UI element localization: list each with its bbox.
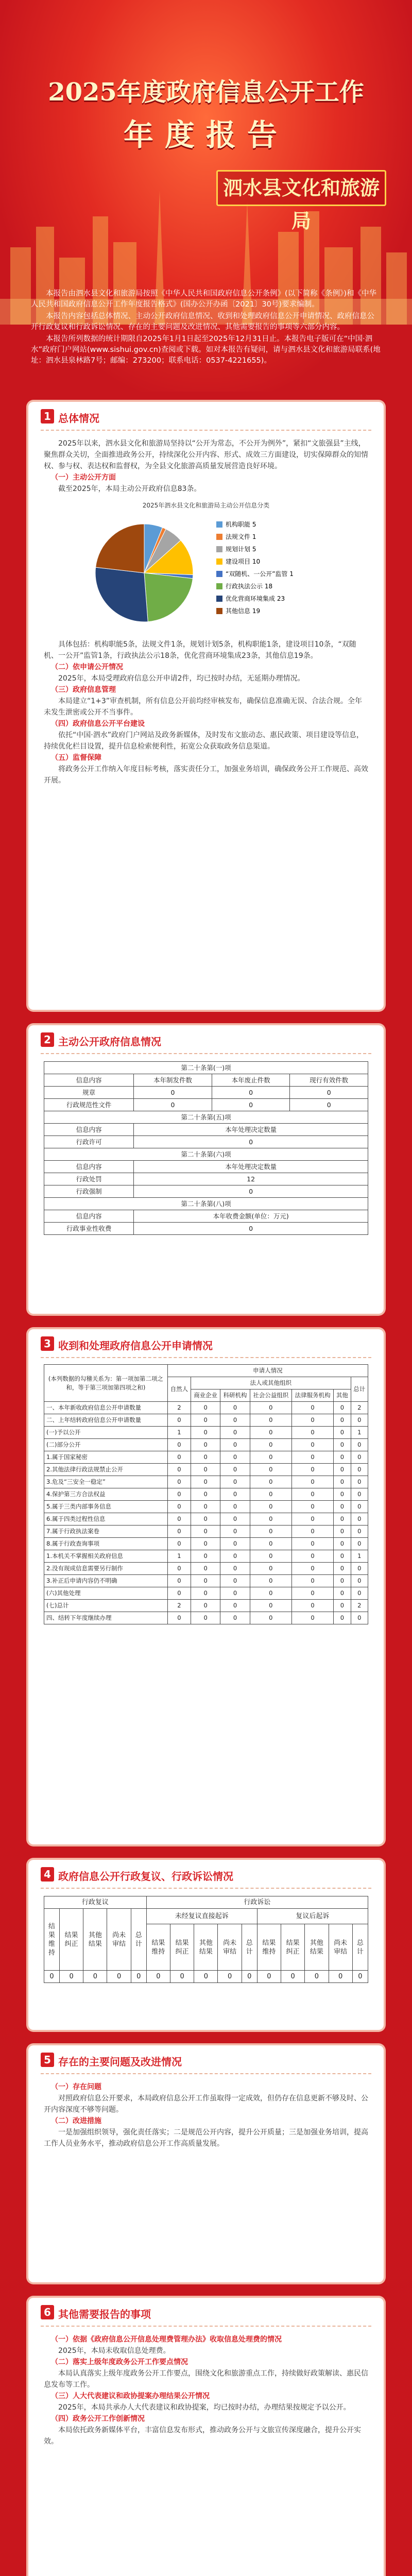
paragraph: 一是加强组织领导，强化责任落实；二是规范公开内容，提升公开质量；三是加强业务培训，提高工作人员业务水平，推动政府信息公开工作高质量发展。 (44, 2128, 368, 2148)
table-cell: 0 (167, 1414, 191, 1427)
row-label: 4.保护第三方合法权益 (44, 1488, 168, 1501)
section-title: 存在的主要问题及改进情况 (58, 2056, 182, 2068)
row-label: 2.没有现成信息需要另行制作 (44, 1563, 168, 1575)
table-row (44, 1971, 368, 1983)
table-cell: 0 (220, 1575, 250, 1587)
table-row (44, 1563, 368, 1575)
table-cell: 0 (291, 1563, 333, 1575)
table-cell: 0 (291, 1402, 333, 1414)
table-row (44, 1550, 368, 1563)
table-cell: 0 (334, 1587, 351, 1600)
table-cell: 0 (167, 1612, 191, 1624)
table-row (44, 1402, 368, 1414)
row-label: 7.属于行政执法案卷 (44, 1526, 168, 1538)
table-cell: 0 (334, 1414, 351, 1427)
table-cell: 0 (220, 1451, 250, 1464)
table-cell: 0 (191, 1402, 220, 1414)
table-cell: 0 (291, 1439, 333, 1451)
table-cell: 0 (334, 1439, 351, 1451)
table-row: 行政规范性文件 0 0 0 (44, 1099, 368, 1111)
table-cell: 0 (220, 1464, 250, 1476)
table-row (44, 1414, 368, 1427)
table-cell: 0 (250, 1501, 291, 1513)
table-section: 第二十条第(八)项 (44, 1198, 368, 1210)
table-cell: 0 (167, 1526, 191, 1538)
subheading: （一）主动公开方面 (51, 473, 116, 482)
intro-paragraph: 本报告所列数据的统计期限自2025年1月1日起至2025年12月31日止。本报告电子版可在“中国·泗水”政府门户网站(www.sishui.gov.cn)查阅或下载。如对本报告有疑问，请与泗水县文化和旅游局联系(地址：泗水县泉林路7号；邮编：273200；联系电话：0537-4221655)。 (31, 335, 381, 365)
table-cell: 0 (334, 1563, 351, 1575)
table-row (44, 1501, 368, 1513)
subheading: （三）人大代表建议和政协提案办理结果公开情况 (51, 2392, 210, 2400)
legend-swatch (216, 608, 222, 614)
table-cell: 0 (191, 1550, 220, 1563)
chart-title: 2025年泗水县文化和旅游局主动公开信息分类 (142, 502, 270, 509)
table-row (44, 1587, 368, 1600)
table-header: 本年制发件数 (134, 1074, 212, 1087)
table-cell: 0 (334, 1600, 351, 1612)
table-cell: 0 (334, 1575, 351, 1587)
table-cell: 0 (291, 1513, 333, 1526)
table-header: 信息内容 (44, 1124, 134, 1136)
section-problems (28, 2045, 384, 2282)
table-cell: 0 (220, 1488, 250, 1501)
table-row (44, 1612, 368, 1624)
table-header: 行政复议 (44, 1896, 147, 1909)
table-header: 社会公益组织 (250, 1389, 291, 1402)
table-cell: 0 (291, 1575, 333, 1587)
table-cell: 0 (191, 1600, 220, 1612)
row-label: 8.属于行政查询事项 (44, 1538, 168, 1550)
section-title: 总体情况 (58, 412, 99, 425)
section-number: 1 (41, 409, 54, 423)
legend-label: “双随机、一公开”监管 1 (226, 570, 294, 578)
paragraph: 2025年，本局共承办人大代表建议和政协提案，均已按时办结，办理结果按规定予以公开。 (58, 2403, 351, 2412)
section-title: 其他需要报告的事项 (58, 2308, 151, 2320)
table-row (44, 1451, 368, 1464)
legend-swatch (216, 521, 222, 528)
table-cell: 0 (191, 1575, 220, 1587)
paragraph: 2025年以来，泗水县文化和旅游局坚持以“公开为常态，不公开为例外”，紧扣“文旅强县”主线，聚焦群众关切，全面推进政务公开，持续深化公开内容、形式、成效三方面建设，切实保障群众的知情权、参与权、表达权和监督权，为全县文化旅游高质量发展营造良好环境。 (44, 439, 368, 470)
table-cell: 0 (351, 1439, 368, 1451)
table-cell: 0 (351, 1612, 368, 1624)
table-header: 本年废止件数 (212, 1074, 290, 1087)
table-header: 现行有效件数 (290, 1074, 368, 1087)
subheading: （三）政府信息管理 (51, 686, 116, 694)
table-cell: 2 (351, 1600, 368, 1612)
paragraph: 本局认真落实上级年度政务公开工作要点，围绕文化和旅游重点工作，持续做好政策解读、惠民信息发布等工作。 (44, 2369, 368, 2389)
table-cell: 0 (167, 1464, 191, 1476)
table-cell: 0 (167, 1451, 191, 1464)
table-cell: 0 (291, 1538, 333, 1550)
table-cell: 0 (250, 1612, 291, 1624)
legend-swatch (216, 558, 222, 565)
table-cell: 0 (250, 1464, 291, 1476)
subheading: （五）监督保障 (51, 754, 101, 762)
table-cell: 0 (83, 1971, 107, 1983)
table-cell: 0 (334, 1427, 351, 1439)
section-number: 5 (41, 2053, 54, 2067)
table-cell: 0 (191, 1451, 220, 1464)
paragraph: 本局建立“1+3”审查机制，所有信息公开前均经审核发布，确保信息准确无误、合法合规。全年未发生泄密或公开不当事件。 (44, 697, 363, 717)
table-cell: 0 (220, 1563, 250, 1575)
table-cell: 0 (334, 1488, 351, 1501)
row-label: 1.属于国家秘密 (44, 1451, 168, 1464)
legend-swatch (216, 583, 222, 589)
table-header: 本年收费金额(单位：万元) (134, 1210, 368, 1223)
table-cell: 0 (291, 1451, 333, 1464)
table-cell: 0 (250, 1587, 291, 1600)
table-cell: 0 (220, 1513, 250, 1526)
table-cell: 0 (250, 1513, 291, 1526)
table-cell: 0 (167, 1563, 191, 1575)
table-row: 行政事业性收费 0 (44, 1223, 368, 1235)
row-label: (一)予以公开 (44, 1427, 168, 1439)
table-cell: 0 (194, 1971, 218, 1983)
review-litigation-table: 行政复议 行政诉讼 结果维持 结果纠正 其他结果 尚未审结 总计 未经复议直接起诉 复议后起诉 结果维持 结果纠正 其他结果 尚未审结 总计 结果维持 结果纠正 其他结果 尚未审结 总计 0 0 0 0 0 0 0 0 0 0 0 0 0 0 0 (44, 1896, 368, 1983)
table-cell: 0 (167, 1476, 191, 1488)
subheading: （一）存在问题 (51, 2083, 101, 2091)
table-cell: 0 (191, 1526, 220, 1538)
report-subtitle: 年度报告 (123, 117, 288, 152)
table-cell: 0 (242, 1971, 257, 1983)
table-row (44, 1513, 368, 1526)
row-label: (二)部分公开 (44, 1439, 168, 1451)
table-cell: 0 (291, 1600, 333, 1612)
table-cell: 0 (250, 1600, 291, 1612)
table-header: 信息内容 (44, 1161, 134, 1173)
table-row (44, 1476, 368, 1488)
table-cell: 0 (351, 1575, 368, 1587)
table-header: 商业企业 (191, 1389, 220, 1402)
section-active-disclosure (28, 1025, 384, 1314)
section-title: 收到和处理政府信息公开申请情况 (58, 1340, 213, 1352)
table-row: 行政处罚 12 (44, 1173, 368, 1185)
table-cell: 0 (250, 1526, 291, 1538)
bureau-name-badge: 泗水县文化和旅游局 (216, 170, 386, 206)
table-cell: 0 (220, 1550, 250, 1563)
table-cell: 0 (351, 1563, 368, 1575)
table-header: 其他 (334, 1389, 351, 1402)
section-number: 6 (41, 2305, 54, 2319)
table-cell: 0 (131, 1971, 146, 1983)
table-cell: 0 (191, 1587, 220, 1600)
table-cell: 1 (351, 1550, 368, 1563)
paragraph: 截至2025年，本局主动公开政府信息83条。 (58, 485, 201, 493)
table-row (44, 1488, 368, 1501)
paragraph: 对照政府信息公开要求，本局政府信息公开工作虽取得一定成效，但仍存在信息更新不够及时、公开内容深度不够等问题。 (44, 2094, 368, 2114)
pie-slice (95, 567, 148, 622)
table-cell: 0 (334, 1526, 351, 1538)
table-cell: 0 (191, 1538, 220, 1550)
table-header: 未经复议直接起诉 (146, 1909, 257, 1924)
table-cell: 0 (291, 1414, 333, 1427)
table-cell: 0 (191, 1563, 220, 1575)
table-cell: 1 (167, 1427, 191, 1439)
row-label: 一、本年新收政府信息公开申请数量 (44, 1402, 168, 1414)
table-cell: 1 (167, 1550, 191, 1563)
table-cell: 0 (191, 1476, 220, 1488)
table-cell: 0 (170, 1971, 194, 1983)
table-cell: 0 (291, 1612, 333, 1624)
table-cell: 0 (167, 1575, 191, 1587)
table-cell: 0 (220, 1501, 250, 1513)
table-cell: 1 (351, 1427, 368, 1439)
table-cell: 0 (291, 1488, 333, 1501)
row-label: 二、上年结转政府信息公开申请数量 (44, 1414, 168, 1427)
legend-label: 法规文件 1 (226, 533, 256, 540)
table-section: 第二十条第(一)项 (44, 1062, 368, 1074)
table-header: 行政诉讼 (146, 1896, 368, 1909)
table-cell: 0 (334, 1538, 351, 1550)
table-cell: 0 (250, 1550, 291, 1563)
table-cell: 0 (351, 1587, 368, 1600)
intro-paragraph: 本报告内容包括总体情况、主动公开政府信息情况、收到和处理政府信息公开申请情况、政府信息公开行政复议和行政诉讼情况、存在的主要问题及改进情况、其他需要报告的事项等六部分内容。 (31, 312, 374, 331)
table-cell: 0 (250, 1488, 291, 1501)
subheading: （二）改进措施 (51, 2117, 101, 2125)
table-cell: 0 (291, 1526, 333, 1538)
section-number: 4 (41, 1867, 54, 1882)
table-cell: 0 (351, 1464, 368, 1476)
table-row (44, 1439, 368, 1451)
section-title: 政府信息公开行政复议、行政诉讼情况 (58, 1870, 233, 1883)
legend-label: 行政执法公示 18 (226, 583, 273, 590)
table-cell: 0 (351, 1414, 368, 1427)
table-cell: 0 (220, 1587, 250, 1600)
table-cell: 0 (167, 1513, 191, 1526)
table-header: 申请人情况 (167, 1365, 368, 1377)
table-row (44, 1427, 368, 1439)
table-cell: 0 (250, 1414, 291, 1427)
legend-label: 规划计划 5 (226, 546, 256, 553)
table-cell: 2 (351, 1402, 368, 1414)
legend-label: 优化营商环境集成 23 (226, 595, 285, 602)
table-row (44, 1526, 368, 1538)
pie-chart-svg (82, 511, 330, 635)
row-label: 3.补正后申请内容仍不明确 (44, 1575, 168, 1587)
table-cell: 0 (351, 1501, 368, 1513)
section-requests (28, 1329, 384, 1844)
table-row (44, 1464, 368, 1476)
table-cell: 0 (291, 1476, 333, 1488)
table-cell: 2 (167, 1600, 191, 1612)
table-cell: 0 (191, 1488, 220, 1501)
table-cell: 0 (191, 1464, 220, 1476)
table-cell: 0 (191, 1513, 220, 1526)
table-cell: 0 (250, 1538, 291, 1550)
section-number: 3 (41, 1336, 54, 1351)
row-label: 3.危及“三安全一稳定” (44, 1476, 168, 1488)
table-cell: 0 (334, 1451, 351, 1464)
table-section: 第二十条第(五)项 (44, 1111, 368, 1124)
table-cell: 0 (257, 1971, 281, 1983)
table-cell: 0 (329, 1971, 352, 1983)
table-cell: 0 (250, 1575, 291, 1587)
table-cell: 0 (250, 1476, 291, 1488)
table-row (44, 1538, 368, 1550)
table-cell: 0 (291, 1427, 333, 1439)
table-cell: 0 (351, 1538, 368, 1550)
table-cell: 0 (191, 1501, 220, 1513)
intro-paragraph: 本报告由泗水县文化和旅游局按照《中华人民共和国政府信息公开条例》(以下简称《条例》)和《中华人民共和国政府信息公开工作年度报告格式》(国办公开办函〔2021〕30号)要求编制。 (31, 290, 377, 309)
legend-label: 其他信息 19 (226, 607, 261, 615)
table-cell: 0 (220, 1439, 250, 1451)
table-cell: 0 (334, 1550, 351, 1563)
table-cell: 0 (334, 1612, 351, 1624)
table-header: 本年处理决定数量 (134, 1124, 368, 1136)
subheading: （二）落实上级年度政务公开工作要点情况 (51, 2358, 188, 2366)
table-cell: 0 (220, 1414, 250, 1427)
table-header: 总计 (351, 1377, 368, 1402)
table-header: 自然人 (167, 1377, 191, 1402)
table-cell: 0 (305, 1971, 329, 1983)
table-cell: 0 (167, 1488, 191, 1501)
subheading: （二）依申请公开情况 (51, 663, 123, 671)
table-cell: 0 (352, 1971, 368, 1983)
table-cell: 0 (218, 1971, 242, 1983)
table-row (44, 1600, 368, 1612)
table-cell: 0 (167, 1501, 191, 1513)
requests-table (44, 1364, 368, 1624)
row-label: 2.其他法律行政法规禁止公开 (44, 1464, 168, 1476)
active-disclosure-table (44, 1061, 368, 1235)
table-cell: 0 (250, 1402, 291, 1414)
table-header: 信息内容 (44, 1074, 134, 1087)
table-row: 行政强制 0 (44, 1185, 368, 1198)
table-cell: 0 (220, 1538, 250, 1550)
table-cell: 0 (220, 1612, 250, 1624)
paragraph: 2025年，本局受理政府信息公开申请2件，均已按时办结，无延期办理情况。 (58, 674, 305, 683)
row-label: (七)总计 (44, 1600, 168, 1612)
table-cell: 0 (167, 1538, 191, 1550)
table-cell: 0 (250, 1439, 291, 1451)
paragraph: 依托“中国·泗水”政府门户网站及政务新媒体，及时发布文旅动态、惠民政策、项目建设等信息，持续优化栏目设置，提升信息检索便利性，拓宽公众获取政务信息渠道。 (44, 731, 364, 751)
table-cell: 0 (334, 1464, 351, 1476)
table-cell: 0 (146, 1971, 170, 1983)
table-cell: 0 (220, 1427, 250, 1439)
table-row (44, 1575, 368, 1587)
row-label: 6.属于四类过程性信息 (44, 1513, 168, 1526)
table-header: 法律服务机构 (291, 1389, 333, 1402)
table-cell: 0 (107, 1971, 131, 1983)
table-cell: 0 (44, 1971, 60, 1983)
row-label: (六)其他处理 (44, 1587, 168, 1600)
table-cell: 2 (167, 1402, 191, 1414)
table-cell: 0 (220, 1526, 250, 1538)
subheading: （四）政务公开工作创新情况 (51, 2415, 145, 2423)
hero-banner (0, 0, 412, 392)
legend-label: 建设项目 10 (226, 558, 261, 565)
table-cell: 0 (351, 1476, 368, 1488)
table-cell: 0 (281, 1971, 305, 1983)
table-row: 规章 0 0 0 (44, 1087, 368, 1099)
paragraph: 将政务公开工作纳入年度目标考核，落实责任分工，加强业务培训，确保政务公开工作规范、高效开展。 (44, 765, 368, 785)
table-cell: 0 (167, 1439, 191, 1451)
table-cell: 0 (351, 1526, 368, 1538)
pie-slice (96, 524, 144, 573)
section-number: 2 (41, 1032, 54, 1047)
paragraph: 2025年，本局未收取信息处理费。 (58, 2347, 170, 2355)
table-header: 信息内容 (44, 1210, 134, 1223)
table-cell: 0 (291, 1464, 333, 1476)
table-cell: 0 (351, 1451, 368, 1464)
table-cell: 0 (351, 1488, 368, 1501)
table-cell: 0 (334, 1513, 351, 1526)
table-cell: 0 (220, 1600, 250, 1612)
legend-swatch (216, 546, 222, 552)
table-cell: 0 (167, 1587, 191, 1600)
section-overview (28, 402, 384, 1010)
table-cell: 0 (334, 1402, 351, 1414)
table-cell: 0 (60, 1971, 83, 1983)
table-cell: 0 (250, 1427, 291, 1439)
table-cell: 0 (291, 1501, 333, 1513)
row-label: 5.属于三类内部事务信息 (44, 1501, 168, 1513)
section-other-matters (28, 2298, 384, 2576)
legend-swatch (216, 596, 222, 602)
row-label: 四、结转下年度继续办理 (44, 1612, 168, 1624)
table-header: 本年处理决定数量 (134, 1161, 368, 1173)
paragraph: 具体包括：机构职能5条，法规文件1条，规划计划5条，机构职能1条，建设项目10条，“双随机、一公开”监管1条，行政执法公示18条，优化营商环境集成23条，其他信息19条。 (44, 640, 356, 660)
table-cell: 0 (191, 1612, 220, 1624)
section-review-litigation (28, 1860, 384, 2030)
subheading: （四）政府信息公开平台建设 (51, 720, 145, 728)
table-cell: 0 (220, 1476, 250, 1488)
section-title: 主动公开政府信息情况 (58, 1036, 161, 1048)
legend-label: 机构职能 5 (226, 521, 256, 528)
pie-chart (82, 500, 330, 634)
intro-text (31, 289, 381, 367)
table-cell: 0 (191, 1427, 220, 1439)
paragraph: 本局依托政务新媒体平台，丰富信息发布形式，推动政务公开与文旅宣传深度融合，提升公开实效。 (44, 2426, 361, 2446)
table-cell: 0 (220, 1402, 250, 1414)
table-cell: 0 (351, 1513, 368, 1526)
table-cell: 0 (191, 1414, 220, 1427)
table-cell: 0 (250, 1451, 291, 1464)
table-header: 科研机构 (220, 1389, 250, 1402)
table-cell: 0 (191, 1439, 220, 1451)
table-section: 第二十条第(六)项 (44, 1148, 368, 1161)
report-title: 2025年度政府信息公开工作 (48, 78, 364, 107)
table-cell: 0 (334, 1501, 351, 1513)
pie-slice (144, 573, 193, 622)
table-cell: 0 (291, 1550, 333, 1563)
table-header: 法人或其他组织 (191, 1377, 351, 1389)
row-label: 1.本机关不掌握相关政府信息 (44, 1550, 168, 1563)
table-header: 复议后起诉 (257, 1909, 368, 1924)
subheading: （一）依据《政府信息公开信息处理费管理办法》收取信息处理费的情况 (51, 2335, 282, 2344)
table-cell: 0 (334, 1476, 351, 1488)
table-cell: 0 (250, 1563, 291, 1575)
table-cell: 0 (291, 1587, 333, 1600)
table-corner-note: (本列数据的勾稽关系为：第一项加第二项之和，等于第三项加第四项之和) (44, 1365, 168, 1402)
legend-swatch (216, 534, 222, 540)
legend-swatch (216, 571, 222, 577)
table-row: 行政许可 0 (44, 1136, 368, 1148)
